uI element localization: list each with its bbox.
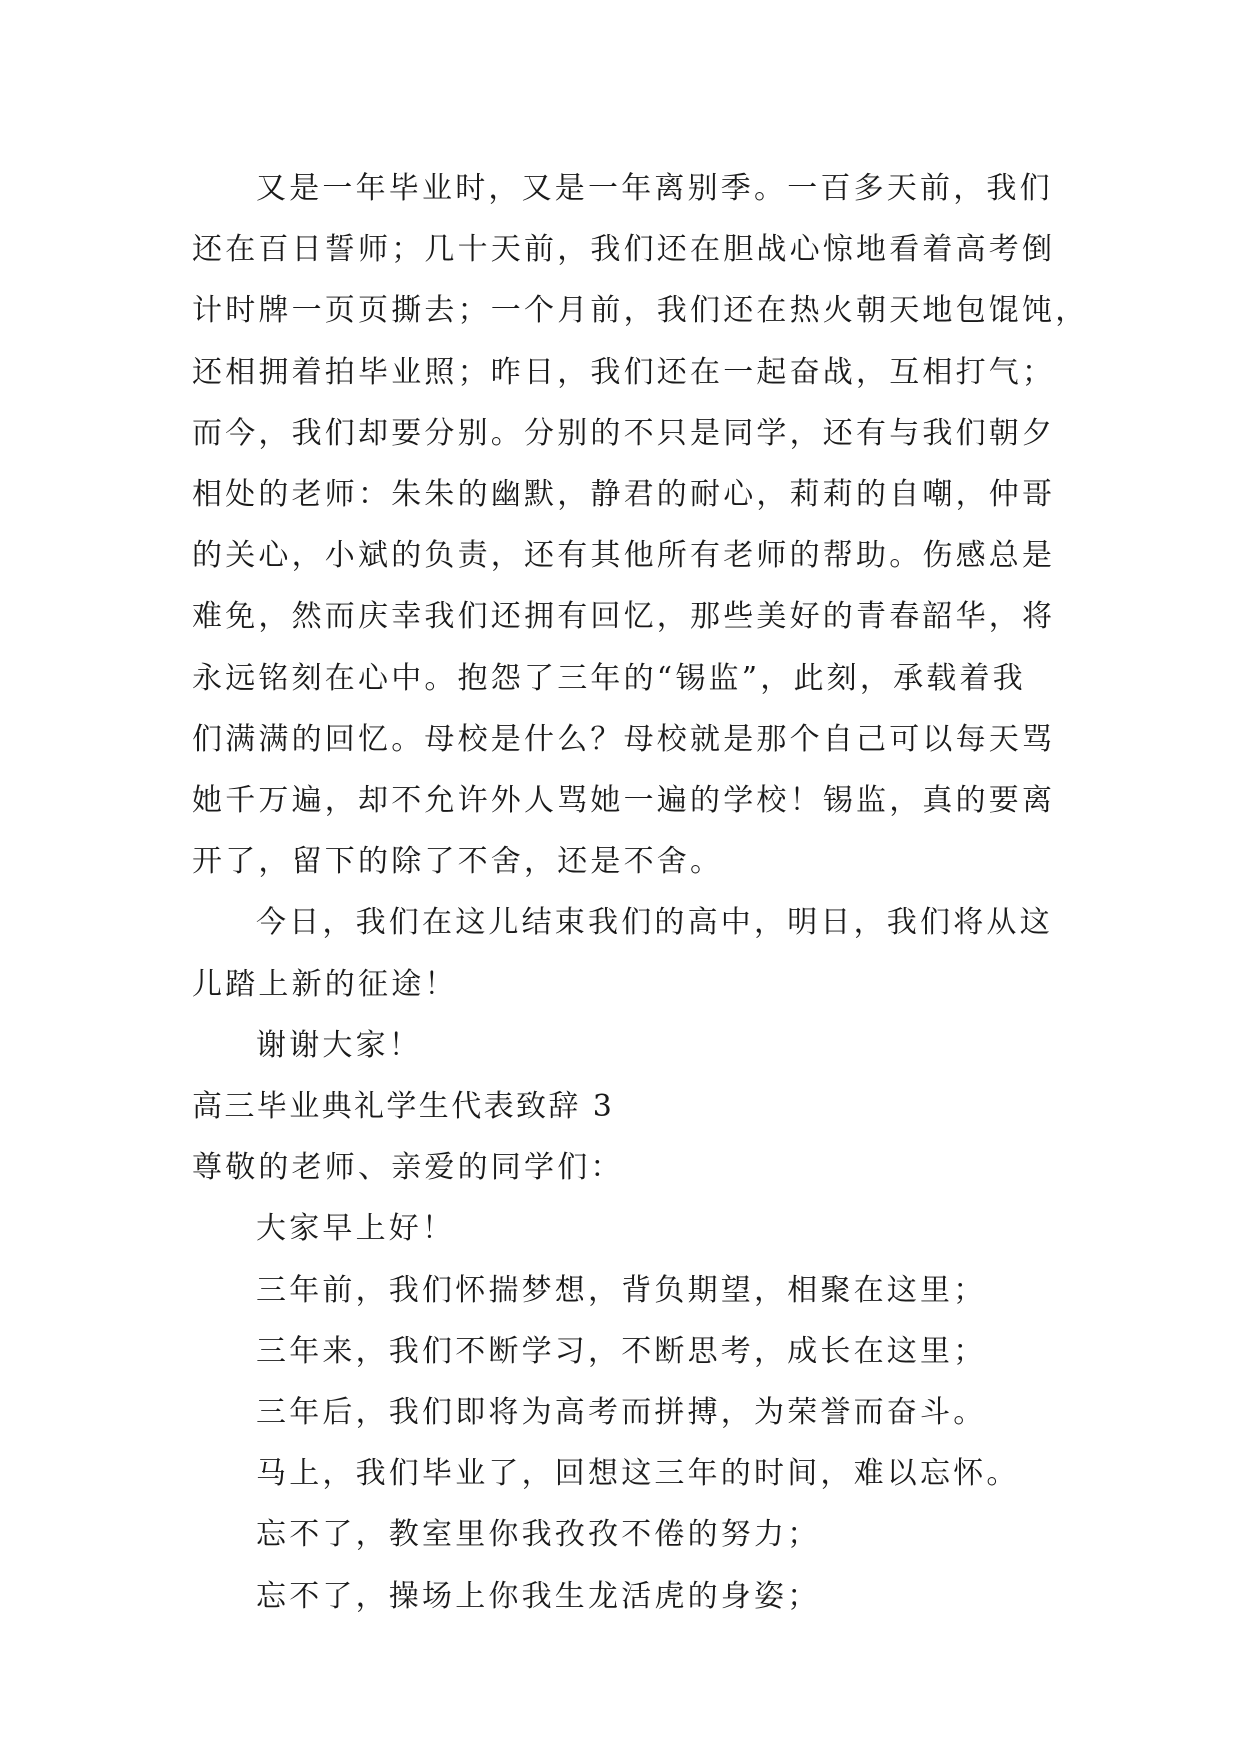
document-body bbox=[192, 158, 1089, 1627]
speech-line: 忘不了，教室里你我孜孜不倦的努力； bbox=[256, 1517, 821, 1553]
speech-line: 大家早上好！ bbox=[256, 1211, 456, 1247]
text-line: 她千万遍，却不允许外人骂她一遍的学校！锡监，真的要离 bbox=[192, 783, 1056, 819]
speech-line: 三年来，我们不断学习，不断思考，成长在这里； bbox=[256, 1333, 987, 1369]
speech-line: 三年前，我们怀揣梦想，背负期望，相聚在这里； bbox=[256, 1272, 987, 1308]
text-line: 又是一年毕业时，又是一年离别季。一百多天前，我们 bbox=[256, 171, 1053, 206]
salutation: 尊敬的老师、亲爱的同学们： bbox=[192, 1150, 624, 1186]
text-line: 开了，留下的除了不舍，还是不舍。 bbox=[192, 844, 724, 880]
text-line: 而今，我们却要分别。分别的不只是同学，还有与我们朝夕 bbox=[192, 415, 1056, 451]
paragraph-farewell bbox=[192, 158, 1089, 892]
section-title: 高三毕业典礼学生代表致辞 3 bbox=[192, 1089, 615, 1125]
speech-line: 马上，我们毕业了，回想这三年的时间，难以忘怀。 bbox=[256, 1456, 1020, 1492]
text-line: 还在百日誓师；几十天前，我们还在胆战心惊地看着高考倒 bbox=[192, 232, 1056, 268]
text-line: 们满满的回忆。母校是什么？母校就是那个自己可以每天骂 bbox=[192, 721, 1056, 757]
text-line: 儿踏上新的征途！ bbox=[192, 966, 458, 1002]
text-line: 永远铭刻在心中。抱怨了三年的“锡监”，此刻，承载着我 bbox=[192, 660, 1026, 696]
text-line: 今日，我们在这儿结束我们的高中，明日，我们将从这 bbox=[256, 905, 1053, 941]
text-line: 还相拥着拍毕业照；昨日，我们还在一起奋战，互相打气； bbox=[192, 354, 1056, 390]
speech-line: 忘不了，操场上你我生龙活虎的身姿； bbox=[256, 1578, 821, 1614]
speech-line: 三年后，我们即将为高考而拼搏，为荣誉而奋斗。 bbox=[256, 1395, 987, 1431]
paragraph-new-journey bbox=[192, 892, 1062, 1014]
text-line: 难免，然而庆幸我们还拥有回忆，那些美好的青春韶华，将 bbox=[192, 599, 1056, 635]
text-line: 计时牌一页页撕去；一个月前，我们还在热火朝天地包馄饨， bbox=[192, 293, 1089, 329]
thanks-line: 谢谢大家！ bbox=[256, 1027, 422, 1063]
text-line: 的关心，小斌的负责，还有其他所有老师的帮助。伤感总是 bbox=[192, 538, 1056, 574]
text-line: 相处的老师：朱朱的幽默，静君的耐心，莉莉的自嘲，仲哥 bbox=[192, 477, 1056, 513]
